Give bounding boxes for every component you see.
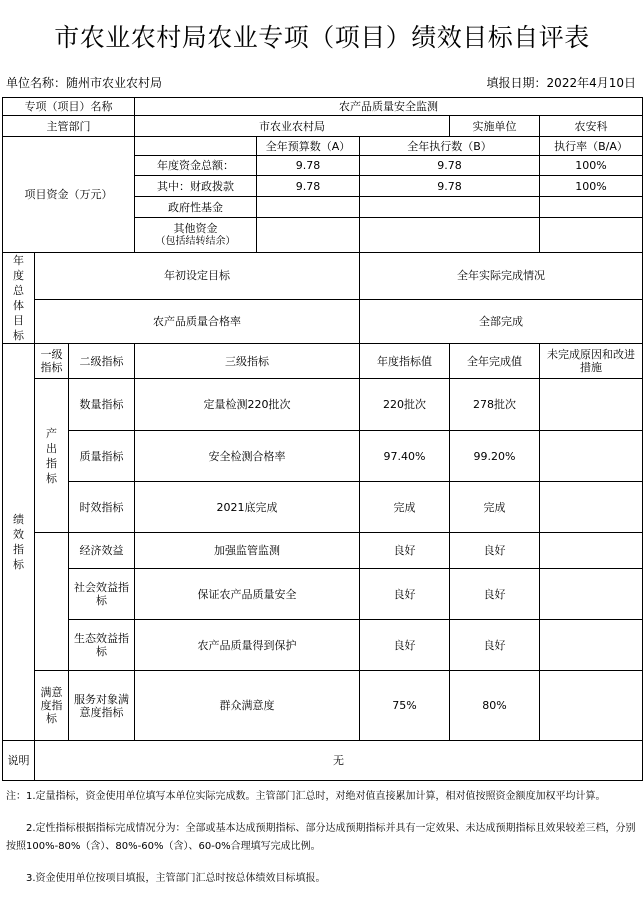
perf-target: 完成	[360, 482, 450, 533]
perf-row	[3, 671, 643, 741]
perf-target: 良好	[360, 569, 450, 620]
perf-l2: 时效指标	[69, 482, 135, 533]
funds-row-b	[360, 218, 540, 253]
evaluation-table	[2, 97, 643, 781]
dept-row	[3, 116, 643, 137]
funds-col-rate: 执行率（B/A）	[540, 137, 643, 156]
funds-header-row	[3, 137, 643, 156]
funds-row-label: 年度资金总额：	[135, 156, 257, 176]
annual-goal-header-row	[3, 253, 643, 300]
note-item: 注：1.定量指标，资金使用单位填写本单位实际完成数。主管部门汇总时，对绝对值直接累加计算，相对值按照资金额度加权平均计算。	[6, 791, 606, 802]
perf-actual: 良好	[450, 620, 540, 671]
perf-l3: 定量检测220批次	[135, 379, 360, 431]
perf-target: 良好	[360, 533, 450, 569]
perf-reason	[540, 379, 643, 431]
perf-l3: 保证农产品质量安全	[135, 569, 360, 620]
perf-actual: 完成	[450, 482, 540, 533]
funds-row-label	[135, 218, 257, 253]
impl-value: 农安科	[540, 116, 643, 137]
perf-header-l1: 一级指标	[35, 344, 69, 379]
annual-goal-value-row	[3, 299, 643, 343]
remark-row	[3, 741, 643, 781]
funds-row-a: 9.78	[257, 156, 360, 176]
perf-l2: 数量指标	[69, 379, 135, 431]
project-row	[3, 98, 643, 116]
perf-header-target: 年度指标值	[360, 344, 450, 379]
annual-goal-label: 年度总体目标	[3, 253, 35, 344]
perf-actual: 99.20%	[450, 431, 540, 482]
perf-l3: 安全检测合格率	[135, 431, 360, 482]
perf-header-reason: 未完成原因和改进措施	[540, 344, 643, 379]
perf-reason	[540, 482, 643, 533]
funds-row-b	[360, 197, 540, 218]
funds-row-rate: 100%	[540, 176, 643, 197]
dept-label: 主管部门	[3, 116, 135, 137]
perf-l2: 生态效益指标	[69, 620, 135, 671]
perf-label: 绩效指标	[3, 344, 35, 741]
dept-value: 市农业农村局	[135, 116, 450, 137]
report-date: 填报日期：2022年4月10日	[486, 76, 636, 90]
funds-row-rate	[540, 218, 643, 253]
project-value: 农产品质量安全监测	[135, 98, 643, 116]
benefit-indicator-blank	[35, 533, 69, 671]
perf-row	[3, 620, 643, 671]
perf-target: 75%	[360, 671, 450, 741]
perf-reason	[540, 671, 643, 741]
perf-reason	[540, 533, 643, 569]
unit-name: 单位名称：随州市农业农村局	[6, 76, 163, 90]
perf-row	[3, 569, 643, 620]
page-title: 市农业农村局农业专项（项目）绩效目标自评表	[54, 23, 590, 52]
perf-row	[3, 533, 643, 569]
funds-col-b: 全年执行数（B）	[360, 137, 540, 156]
perf-reason	[540, 620, 643, 671]
perf-reason	[540, 569, 643, 620]
perf-header-l3: 三级指标	[135, 344, 360, 379]
remark-label: 说明	[3, 741, 35, 781]
funds-row-a: 9.78	[257, 176, 360, 197]
perf-target: 220批次	[360, 379, 450, 431]
perf-actual: 80%	[450, 671, 540, 741]
project-label: 专项（项目）名称	[3, 98, 135, 116]
perf-l2: 服务对象满意度指标	[69, 671, 135, 741]
perf-l2: 经济效益	[69, 533, 135, 569]
satisfaction-indicator-label: 满意度指标	[35, 671, 69, 741]
funds-label: 项目资金（万元）	[3, 137, 135, 253]
perf-l2: 质量指标	[69, 431, 135, 482]
perf-header-row	[3, 344, 643, 379]
funds-row-label: 其中：财政拨款	[135, 176, 257, 197]
perf-target: 良好	[360, 620, 450, 671]
annual-goal-set-value: 农产品质量合格率	[35, 299, 360, 343]
perf-reason	[540, 431, 643, 482]
note-item: 2.定性指标根据指标完成情况分为：全部或基本达成预期指标、部分达成预期指标并具有一定效果、未达成预期指标且效果较差三档，分别按照100%-80%（含）、80%-60%（含）、60-0%合理填写完成比例。	[6, 823, 636, 852]
perf-header-l2: 二级指标	[69, 344, 135, 379]
annual-goal-actual-value: 全部完成	[360, 299, 643, 343]
perf-l3: 群众满意度	[135, 671, 360, 741]
funds-row-a	[257, 197, 360, 218]
perf-actual: 良好	[450, 533, 540, 569]
other-funds-sublabel: （包括结转结余）	[155, 236, 236, 247]
perf-l3: 2021底完成	[135, 482, 360, 533]
note-item: 3.资金使用单位按项目填报，主管部门汇总时按总体绩效目标填报。	[26, 873, 326, 884]
perf-target: 97.40%	[360, 431, 450, 482]
funds-row-rate: 100%	[540, 156, 643, 176]
perf-row	[3, 431, 643, 482]
perf-header-actual: 全年完成值	[450, 344, 540, 379]
perf-row	[3, 379, 643, 431]
annual-goal-set-header: 年初设定目标	[35, 253, 360, 300]
funds-row-rate	[540, 197, 643, 218]
perf-l3: 农产品质量得到保护	[135, 620, 360, 671]
perf-actual: 良好	[450, 569, 540, 620]
funds-row-b: 9.78	[360, 156, 540, 176]
annual-goal-actual-header: 全年实际完成情况	[360, 253, 643, 300]
funds-row-a	[257, 218, 360, 253]
funds-col-a: 全年预算数（A）	[257, 137, 360, 156]
remark-value: 无	[35, 741, 643, 781]
funds-row-label: 政府性基金	[135, 197, 257, 218]
funds-blank	[135, 137, 257, 156]
perf-l2: 社会效益指标	[69, 569, 135, 620]
funds-row-b: 9.78	[360, 176, 540, 197]
other-funds-label: 其他资金	[173, 222, 218, 235]
notes	[6, 788, 636, 902]
output-indicator-label: 产出指标	[35, 379, 69, 533]
perf-row	[3, 482, 643, 533]
impl-label: 实施单位	[450, 116, 540, 137]
perf-actual: 278批次	[450, 379, 540, 431]
perf-l3: 加强监管监测	[135, 533, 360, 569]
